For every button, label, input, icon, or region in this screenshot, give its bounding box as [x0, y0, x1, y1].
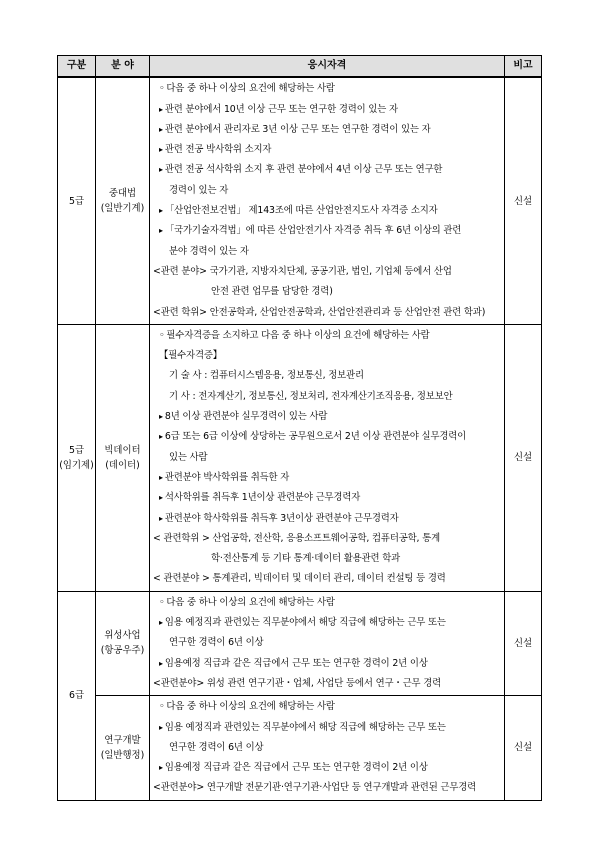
field-category: (데이터): [105, 459, 140, 471]
qualification-line: ▸ 6급 또는 6급 이상에 상당하는 공무원으로서 2년 이상 관련분야 실무경력이: [153, 427, 501, 447]
qualification-line: 연구한 경력이 6년 이상: [169, 741, 264, 753]
qualification-line: ◦ 필수자격증을 소지하고 다음 중 하나 이상의 요건에 해당하는 사람: [153, 326, 501, 346]
qualification-line: ▸ 관련분야 박사학위를 취득한 자: [153, 468, 501, 488]
qualification-line: 기 사 : 전자계산기, 정보통신, 정보처리, 전자계산기조직응용, 정보보안: [169, 390, 453, 402]
field-cell: [96, 77, 150, 324]
table-row: [58, 324, 542, 591]
qualification-line: ▸ 관련 분야에서 10년 이상 근무 또는 연구한 경력이 있는 자: [153, 100, 501, 120]
qualification-cell: [150, 324, 505, 591]
qualification-line: <관련 학위> 안전공학과, 산업안전공학과, 산업안전관리과 등 산업안전 관련 학과): [153, 306, 486, 318]
qualification-line: 【필수자격증】: [159, 350, 222, 362]
qualification-line: ▸ 관련분야 학사학위를 취득후 3년이상 관련분야 근무경력자: [153, 509, 501, 529]
field-cell: [96, 591, 150, 695]
qualification-line: ◦ 다음 중 하나 이상의 요건에 해당하는 사람: [153, 593, 501, 613]
qualification-line: ▸ 임용 예정직과 관련있는 직무분야에서 해당 직급에 해당하는 근무 또는: [153, 613, 501, 633]
qualification-cell: [150, 696, 505, 800]
field-category: (항공우주): [100, 645, 145, 657]
qualification-line: ▸ 관련 전공 석사학위 소지 후 관련 분야에서 4년 이상 근무 또는 연구한: [153, 160, 501, 180]
field-cell: [96, 324, 150, 591]
field-name: 연구개발: [104, 734, 141, 746]
grade-cell: [58, 324, 96, 591]
grade-cell: 5급: [58, 77, 96, 324]
qualification-line: ◦ 다음 중 하나 이상의 요건에 해당하는 사람: [153, 79, 501, 99]
qualification-line: 경력이 있는 자: [169, 184, 229, 196]
qualification-line: <관련 분야> 국가기관, 지방자치단체, 공공기관, 법인, 기업체 등에서 산업: [153, 265, 452, 277]
qualification-cell: [150, 591, 505, 695]
header-field: 분 야: [96, 56, 150, 78]
note-cell: 신설: [505, 324, 542, 591]
table-row: [58, 591, 542, 695]
note-cell: 신설: [505, 77, 542, 324]
grade-type: (임기제): [59, 459, 94, 471]
header-qualification: 응시자격: [150, 56, 505, 78]
qualification-line: ▸ 「국가기술자격법」에 따른 산업안전기사 자격증 취득 후 6년 이상의 관련: [153, 221, 501, 241]
qualification-line: ◦ 다음 중 하나 이상의 요건에 해당하는 사람: [153, 697, 501, 717]
qualification-line: ▸ 8년 이상 관련분야 실무경력이 있는 사람: [153, 407, 501, 427]
qualification-line: 연구한 경력이 6년 이상: [169, 637, 264, 649]
grade-cell: 6급: [58, 591, 96, 800]
table-row: [58, 77, 542, 324]
qualification-line: <관련분야> 연구개발 전문기관·연구기관·사업단 등 연구개발과 관련된 근무경력: [153, 782, 477, 794]
table-row: [58, 696, 542, 800]
field-name: 위성사업: [104, 630, 141, 642]
qualification-line: 있는 사람: [169, 451, 208, 463]
field-cell: [96, 696, 150, 800]
note-cell: 신설: [505, 591, 542, 695]
qualification-line: 안전 관련 업무를 담당한 경력): [211, 286, 333, 298]
qualification-line: ▸ 임용 예정직과 관련있는 직무분야에서 해당 직급에 해당하는 근무 또는: [153, 718, 501, 738]
qualification-line: ▸ 임용예정 직급과 같은 직급에서 근무 또는 연구한 경력이 2년 이상: [153, 758, 501, 778]
qualification-line: 기 술 사 : 컴퓨터시스템응용, 정보통신, 정보관리: [169, 370, 364, 382]
qualification-line: ▸ 임용예정 직급과 같은 직급에서 근무 또는 연구한 경력이 2년 이상: [153, 654, 501, 674]
qualification-line: ▸ 석사학위를 취득후 1년이상 관련분야 근무경력자: [153, 488, 501, 508]
header-note: 비고: [505, 56, 542, 78]
field-category: (일반기계): [100, 203, 145, 215]
qualification-line: ▸ 관련 분야에서 관리자로 3년 이상 근무 또는 연구한 경력이 있는 자: [153, 120, 501, 140]
qualification-line: < 관련학위 > 산업공학, 전산학, 응용소프트웨어공학, 컴퓨터공학, 통계: [153, 532, 441, 544]
field-name: 중대법: [108, 188, 137, 200]
qualification-line: 분야 경력이 있는 자: [169, 245, 249, 257]
grade-name: 5급: [68, 444, 85, 456]
qualification-line: ▸ 「산업안전보건법」 제143조에 따른 산업안전지도사 자격증 소지자: [153, 201, 501, 221]
note-cell: 신설: [505, 696, 542, 800]
header-grade: 구분: [58, 56, 96, 78]
qualification-line: <관련분야> 위성 관련 연구기관・업체, 사업단 등에서 연구・근무 경력: [153, 677, 442, 689]
qualification-line: ▸ 관련 전공 박사학위 소지자: [153, 140, 501, 160]
qualification-line: 학·전산통계 등 기타 통계·데이터 활용관련 학과: [211, 553, 401, 565]
qualification-cell: [150, 77, 505, 324]
field-category: (일반행정): [100, 749, 145, 761]
qualification-table: [57, 55, 542, 801]
field-name: 빅데이터: [104, 444, 141, 456]
qualification-line: < 관련분야 > 통계관리, 빅데이터 및 데이터 관리, 데이터 컨설팅 등 경력: [153, 573, 446, 585]
header-row: [58, 56, 542, 78]
